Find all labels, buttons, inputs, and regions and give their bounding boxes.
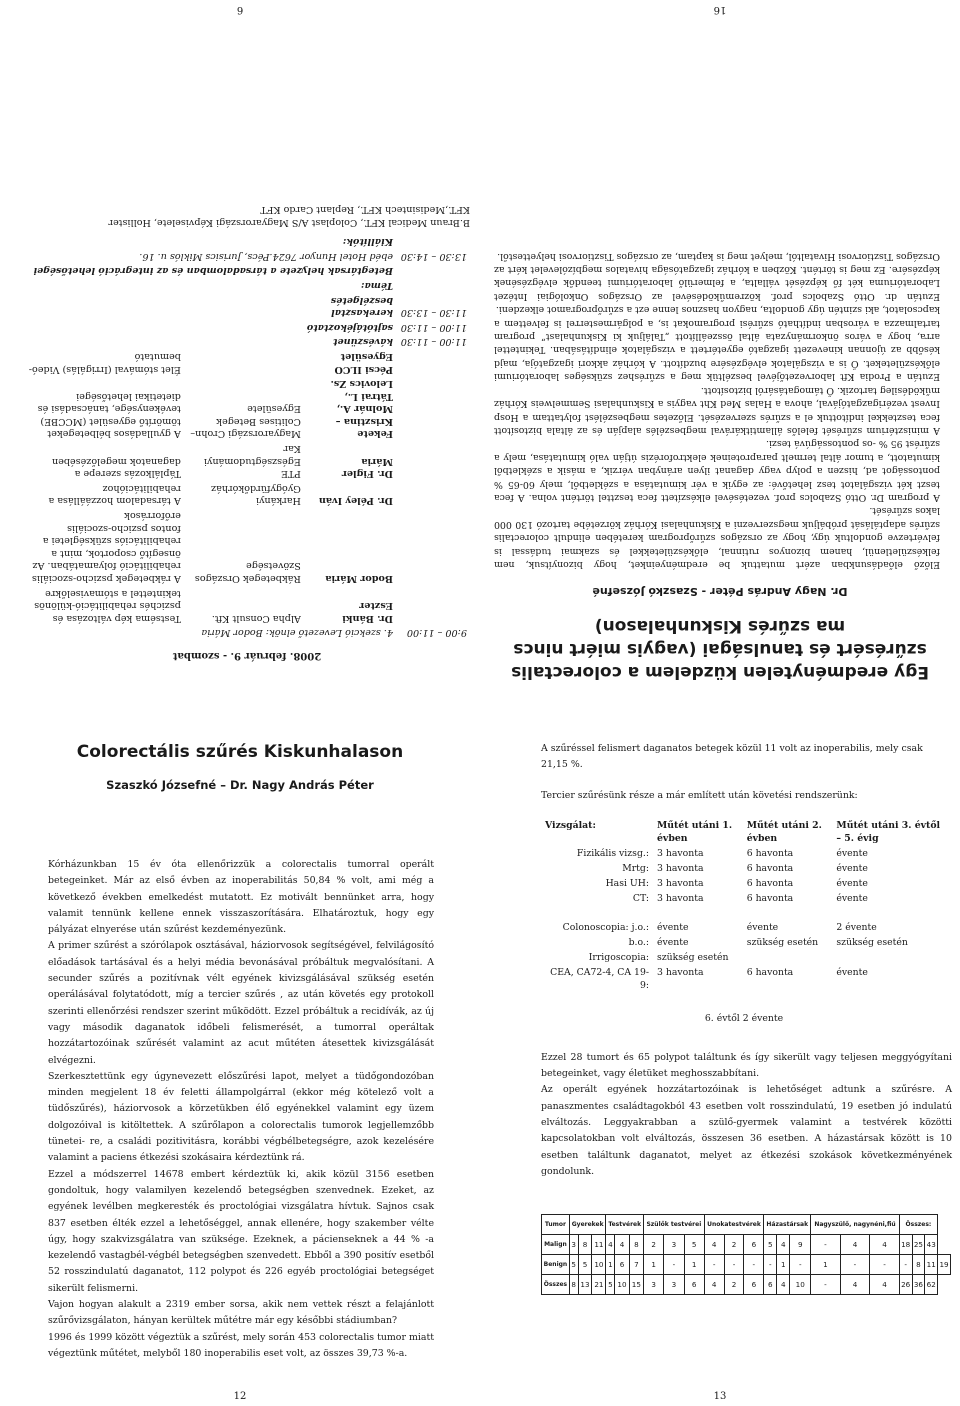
relatives-cell: 9 (790, 1235, 811, 1255)
relatives-cell: 2 (724, 1275, 744, 1295)
followup-row (541, 965, 947, 993)
program-time (396, 262, 470, 277)
intro-paragraph: Tercier szűrésünk része a már említett után követési rendszerünk: (541, 789, 858, 801)
article-right-intro (541, 741, 952, 804)
relatives-cell: 4 (777, 1235, 790, 1255)
program-speaker: Fekete Krisztina – Molnár A., Tátrai L., Lelovics Zs. (330, 378, 393, 440)
relatives-cell: - (899, 1255, 912, 1275)
program-topic: A társadalom hozzáállása a rehabilitációhoz (48, 482, 181, 507)
program-date: 2008. február 9. - szombat (172, 650, 322, 661)
intro-paragraph: A szűréssel felismert daganatos betegek közül 11 volt az inoperabilis, mely csak 21,15 %. (541, 743, 923, 771)
relatives-cell: 8 (569, 1275, 578, 1295)
followup-cell: 3 havonta (657, 877, 704, 889)
relatives-cell: - (704, 1255, 724, 1275)
program-time: 11:30 – 13:30 (400, 307, 467, 319)
relatives-row (542, 1255, 951, 1275)
relatives-cell: 25 (912, 1235, 925, 1255)
relatives-cell: 36 (912, 1275, 925, 1295)
followup-cell: 6 havonta (746, 966, 794, 978)
program-speaker: Kiállítók: (342, 236, 393, 248)
relatives-cell: - (840, 1255, 870, 1275)
program-topic: A gyulladásos bélbetegeket tömörítő egyesület (MCCBE) tevékenysége, tanácsadási és dietetikai lehetőségei (37, 390, 181, 440)
relatives-cell: Malign (542, 1235, 570, 1255)
article-paragraph: Kórházunkban 15 év óta ellenőrizzük a colorectalis tumorral operált betegeinket. Már az első évben az inoperabilitás 50,84 % volt, ami még a következő években emelkedést mutatott. Ez motivált bennünket arra, hogy valamit tennünk kellene ennek visszaszorítására. Elhatároztuk, hogy egy pályázat elnyerése után szűrést kezdeményezünk. (48, 859, 434, 936)
relatives-cell: 1 (684, 1255, 704, 1275)
relatives-cell: 4 (777, 1275, 790, 1295)
relatives-cell: 4 (615, 1235, 629, 1255)
relatives-cell: 2 (644, 1235, 664, 1255)
relatives-header-cell: Házastársak (764, 1215, 811, 1235)
program-topic (24, 333, 184, 348)
relatives-cell: 13 (578, 1275, 592, 1295)
relatives-cell: - (790, 1255, 811, 1275)
relatives-cell: 6 (684, 1275, 704, 1295)
relatives-cell: 3 (664, 1275, 684, 1295)
program-speaker: Pécsi ILCO Egyesület (334, 350, 393, 375)
page-number: 13 (713, 1391, 727, 1402)
followup-cell (743, 950, 833, 965)
program-time (396, 276, 470, 291)
relatives-cell: 8 (629, 1235, 643, 1255)
relatives-cell: - (724, 1255, 744, 1275)
followup-row (541, 891, 947, 906)
relatives-cell: - (664, 1255, 684, 1275)
followup-cell: szükség esetén (746, 936, 819, 948)
relatives-cell: 11 (925, 1255, 938, 1275)
program-org (184, 318, 304, 333)
relatives-cell: 18 (899, 1235, 912, 1255)
program-speaker: kávészünet (333, 336, 393, 348)
relatives-header-row (542, 1215, 951, 1235)
relatives-cell: 6 (744, 1275, 764, 1295)
followup-cell: 6 havonta (746, 862, 794, 874)
relatives-cell: 6 (764, 1275, 777, 1295)
program-speaker: Betegtársak helyzete a társadalomban és az integráció lehetőségei (33, 265, 393, 277)
program-topic (24, 291, 184, 318)
relatives-header-cell: Unokatestvérek (704, 1215, 764, 1235)
relatives-table (541, 1214, 951, 1295)
program-row (24, 247, 470, 262)
followup-cell: évente (836, 862, 868, 874)
program-row (24, 291, 470, 318)
article-title: Colorectális szűrés Kiskunhalason (76, 742, 404, 762)
relatives-cell: 2 (724, 1235, 744, 1255)
program-topic: Élet stómával (Irrigálás) Videó-bemutató (28, 350, 181, 375)
followup-cell: Irrigoscopia: (588, 951, 649, 963)
relatives-cell: 4 (840, 1235, 870, 1255)
article-right-body (541, 1050, 952, 1180)
program-topic: Testséma kép változása és pszichés rehabilitáció-különös tekintettel a stómaviselőkre (34, 587, 181, 624)
abstract-paragraph: Ezután dr. Ottó Szabolcs prof. közreműködésével az Országos Onkológiai Intézet Laboratóriuma két fő képzését vállalta, a felmerülő laboratóriumi teendők elvégzésének képzésére. Ez meg is történt. Közben a kórház igazgatósága hivatalos megbízólevelet kért az Országos Tisztiorvosi Hivataltól, melyet meg is kaptam, az országos Tisztiorvosi helyettestől. (494, 250, 940, 302)
program-row (24, 347, 470, 374)
main-spread (0, 703, 960, 1406)
followup-cell: évente (746, 921, 779, 933)
followup-cell: 3 havonta (657, 847, 704, 859)
followup-cell: Mrtg: (622, 862, 649, 874)
article-paragraph: Ezzel a módszerrel 14678 embert kérdeztük ki, akik közül 3156 esetben gondoltuk, hogy valamilyen kezelendő betegségben szenvednek. Ezeket, az egyének levélben megkeresték és proctológiai vizsgálatra hívtuk. Sajnos csak 837 esetben élték ezzel a lehetőséggel, annak ellenére, hogy szakember vélte úgy, hogy szakvizsgálatra van szüksége. Ezeknek, a pácienseknek a 44 % -a kezelendő vastagbél-végbél betegségben szenvedett. Ebből a 390 positív esetből 52 rosszindulatú daganatot, 112 polypot és 226 egyéb proctológiai betegséget sikerült felismerni. (48, 1168, 434, 1294)
article-paragraph: 1996 és 1999 között végeztük a szűrést, mely során 453 colorectalis tumor miatt végeztünk műtétet, melyből 180 inoperabilis eset volt, az összes 39,73 %-a. (48, 1331, 434, 1359)
program-speaker: Téma: (360, 279, 393, 291)
followup-row (541, 906, 947, 920)
followup-cell: szükség esetén (657, 951, 729, 963)
program-time: 9:00 – 11:00 (406, 627, 467, 639)
abstract-body (494, 249, 940, 571)
relatives-row (542, 1235, 951, 1255)
relatives-cell: 4 (606, 1235, 615, 1255)
program-speaker: sajtótájékoztató (306, 321, 393, 333)
followup-cell: évente (836, 966, 868, 978)
program-time (396, 233, 470, 248)
program-time (396, 506, 470, 584)
followup-cell: évente (836, 892, 868, 904)
abstract-paragraph: Ezután a Prodia Kft laborvezetőjével beszéltük meg a szűréshez szükséges laboratóriumi előkészületeket. Ő is a vizsgálatok elvégzésére buzdított. A kórház akkori igazgatója, majd később az újonnan kinevezett igazgató egyetértett a vizsgálatok elindításában. Tekintettel arra, hogy a város önkormányzata által összeállított „Találjuk ki Kiskunhalast” program tartalmazza a városban indítható szűrési programokat is, a polgármesterrel is felvettem a kapcsolatot, aki szintén úgy gondolta, nagyon hasznos lenne ezt a szűrőprogramot elkezdeni. (494, 304, 940, 383)
article-paragraph: Szerkesztettünk egy úgynevezett előszűrési lapot, melyet a tüdőgondozóban minden megjelent 18 év feletti állampolgárral (ekkor még kötelező volt a tüdőszűrés), háziorvosok a körzetükben élő egyénekkel valamint egy üzem dolgozóival is kitöltettek. A szűrőlapon a colorectalis tumorok legjellemzőbb tünetei- re, a családi pozitivitásra, korábbi végbélbetegségre, azok kezelésére valamint a paciens étkezési szokásaira kérdeztünk rá. (48, 1070, 434, 1164)
relatives-cell: 5 (764, 1235, 777, 1255)
abstract-paragraph: A program Dr. Ottó Szabolcs prof. vezetésével elkészített feca teszttel történt volna. A feca teszt két vizsgálatot tesz lehetővé: az egyik a vér kimutatása a székletből, mely 60-65 % pontosságot ad, hiszen a polyp vagy daganat ilyen arányban vérzik, a másik a székletből kimutatott, a tumor által termelt paraproteinek elektroforézis útján való kimutatása, mely a szűrést 95 % -os pontosságúvá teszi. (494, 438, 940, 503)
program-org: PTE Egészségtudományi Kar (203, 443, 301, 480)
program-org: Harkányi Gyógyfürdőkórház (211, 482, 301, 507)
relatives-header-cell: Gyerekek (569, 1215, 606, 1235)
relatives-cell: - (811, 1235, 841, 1255)
followup-cell: 6 havonta (746, 892, 794, 904)
relatives-cell: 6 (615, 1255, 629, 1275)
relatives-cell: 19 (938, 1255, 951, 1275)
relatives-cell: 26 (899, 1275, 912, 1295)
relatives-cell: 21 (592, 1275, 606, 1295)
followup-cell: Hasi UH: (605, 877, 649, 889)
followup-header-cell: Műtét utáni 2. évben (746, 819, 822, 844)
followup-row (541, 920, 947, 935)
program-org: Magyarországi Crohn–Colitises Betegek Egyesülete (190, 403, 301, 440)
followup-cell: 6 havonta (746, 877, 794, 889)
program-row (24, 318, 470, 333)
relatives-cell: 8 (912, 1255, 925, 1275)
relatives-cell: 5 (569, 1255, 578, 1275)
relatives-cell: 1 (811, 1255, 841, 1275)
followup-table (541, 818, 947, 993)
relatives-cell: Benign (542, 1255, 570, 1275)
relatives-row (542, 1275, 951, 1295)
followup-header-cell: Vizsgálat: (545, 819, 596, 831)
abstract-title: Egy eredménytelen küzdelem a colorectalis szűrésért és tanulságai (vagyis miért nincs ma szűrés Kiskunhalason) (511, 616, 929, 682)
relatives-cell: 1 (644, 1255, 664, 1275)
followup-cell: évente (657, 936, 689, 948)
relatives-cell: - (764, 1255, 777, 1275)
followup-cell (832, 950, 947, 965)
program-row (24, 584, 470, 624)
relatives-cell: 4 (704, 1235, 724, 1255)
relatives-cell: 4 (704, 1275, 724, 1295)
relatives-cell: 7 (629, 1255, 643, 1275)
article-paragraph: Az operált egyének hozzátartozóinak is lehetőséget adtunk a szűrésre. A panaszmentes családtagokból 43 esetben volt rosszindulatú, 19 esetben jó indulatú elváltozás. Leggyakrabban a szülő-gyermek valamint a testvérek közötti kapcsolatokban volt elváltozás, összesen 36 esetben. A házastársak között is 10 esetben találtunk daganatot, melyet az étkezési szokások következményének gondolunk. (541, 1084, 952, 1177)
article-paragraph: A primer szűrést a szórólapok osztásával, háziorvosok segítségével, felvilágosító előadások tartásával és a helyi média bevonásával próbáltuk megvalósítani. A secunder szűrés a pozitívnak vélt egyének kivizsgálásával szükség esetén operálásával folytatódott, míg a tercier szűrés , az után követés egy protokoll szerinti ellenőrzési rendszer szerint működött. Ezzel próbáltuk a recidívák, az új vagy második daganatok időbeli felismerését, a tumorral operáltak hozzátartozóinak szűrését valamint az acut műtéten átesettek kivizsgálását elvégezni. (48, 940, 434, 1066)
relatives-header-cell: Nagyszülő, nagynéni,fiú (811, 1215, 900, 1235)
relatives-cell: 6 (744, 1235, 764, 1255)
followup-cell: 3 havonta (657, 862, 704, 874)
followup-cell: szükség esetén (836, 936, 908, 948)
followup-row (541, 950, 947, 965)
relatives-header-cell: Tumor (542, 1215, 570, 1235)
followup-cell (653, 906, 743, 920)
followup-cell: Fizikális vizsg.: (576, 847, 649, 859)
program-schedule (24, 202, 470, 661)
article-paragraph: Vajon hogyan alakult a 2319 ember sorsa, akik nem vettek részt a felajánlott szűrővizsgálaton, hányan kerültek műtétre már egy későbbi stádiumban? (48, 1299, 434, 1327)
abstract-paragraph: A minisztérium szűrését felelős államtitkárával megbeszélés alapján és az általa biztosított feca tesztekkel indítottuk el a szűrés szervezését. Előzetes megbeszélést folytattam a Hosp Invest vezérigazgatójával, ahova a Halas Med Kht vagyis a Kiskunhalasi Semmelweis Kórház működésileg tartozik. Ő támogatásáról biztosított. (494, 384, 940, 436)
abstract-paragraph: Előző előadásunkban azért mutattuk be eredményeinket, hogy bizonyítsuk, nem felkészületlenül, hanem bizonyos rutinnal, előkészületekkel és szakmai tudással is felvértezve gondoltuk úgy, hogy az országos szűrőprogram keretében elindult colorectalis szűrés adaptálását próbáljuk megszervezni a Kiskunhalasi Kórház körzetébe tartozó 130 000 lakos szűrését. (494, 505, 940, 570)
followup-cell: b.o.: (628, 936, 649, 948)
program-org: Rákbetegek Országos Szövetsége (194, 560, 301, 585)
relatives-cell: - (744, 1255, 764, 1275)
abstract-page (480, 0, 960, 703)
program-time: 11:00 – 11:30 (400, 321, 467, 333)
relatives-cell: 5 (578, 1255, 592, 1275)
program-org: Alpha Consult Kft. (211, 612, 301, 624)
relatives-cell: - (811, 1275, 841, 1295)
relatives-cell: 1 (606, 1255, 615, 1275)
program-speaker: Dr. Bánki Eszter (342, 600, 393, 624)
relatives-cell: 4 (870, 1275, 900, 1295)
followup-row (541, 846, 947, 861)
followup-cell: CEA, CA72-4, CA 19-9: (550, 966, 649, 991)
program-row (24, 506, 470, 584)
article-page-right (480, 703, 960, 1406)
program-row (24, 624, 470, 639)
followup-cell: évente (836, 847, 868, 859)
followup-cell (743, 906, 833, 920)
program-speaker: ebéd Hotel Hunyor 7624.Pécs, Jurisics Miklós u. 16. (139, 250, 393, 262)
program-org (184, 347, 304, 374)
program-speaker: Dr. Figler Mária (341, 455, 393, 480)
followup-cell: Colonoscopia: j.o.: (562, 921, 649, 933)
followup-cell: évente (836, 877, 868, 889)
relatives-cell: 5 (684, 1235, 704, 1255)
followup-cell: CT: (632, 892, 649, 904)
program-row (24, 375, 470, 440)
program-row (24, 479, 470, 506)
article-authors: Szaszkó Józsefné – Dr. Nagy András Péter (106, 778, 374, 792)
program-row (24, 233, 470, 248)
program-time (396, 375, 470, 440)
relatives-cell: 10 (615, 1275, 629, 1295)
article-paragraph: Ezzel 28 tumort és 65 polypot találtunk és így sikerült vagy teljesen meggyógyítani betegeinket, vagy életüket meghosszabbítani. (541, 1051, 952, 1080)
followup-cell (541, 906, 653, 920)
relatives-cell: 10 (790, 1275, 811, 1295)
relatives-header-cell: Testvérek (606, 1215, 644, 1235)
relatives-cell: 3 (664, 1235, 684, 1255)
article-page-left (0, 703, 480, 1406)
program-time: 11:00 – 11:30 (400, 336, 467, 348)
relatives-header-cell: Összes: (899, 1215, 937, 1235)
program-time (396, 440, 470, 480)
program-org (184, 276, 304, 291)
relatives-cell: - (870, 1255, 900, 1275)
program-topic (24, 318, 184, 333)
relatives-cell: 62 (925, 1275, 938, 1295)
followup-cell: 3 havonta (657, 892, 704, 904)
followup-row (541, 876, 947, 891)
program-org (184, 291, 304, 318)
program-row (24, 333, 470, 348)
followup-row (541, 861, 947, 876)
program-speaker: Dr. Péley Iván (318, 495, 393, 507)
followup-cell: 2 évente (836, 921, 877, 933)
relatives-cell: 4 (870, 1235, 900, 1255)
relatives-cell: 8 (578, 1235, 592, 1255)
program-time (396, 479, 470, 506)
program-org (184, 233, 304, 248)
relatives-cell: 43 (925, 1235, 938, 1255)
program-row (24, 262, 470, 277)
program-topic (24, 233, 184, 248)
followup-header-row (541, 818, 947, 846)
program-speaker: 4. szekció Levezető elnök: Bodor Mária (201, 627, 393, 639)
page-number: 16 (713, 4, 727, 15)
followup-row (541, 935, 947, 950)
program-table (24, 233, 470, 639)
relatives-cell: 1 (777, 1255, 790, 1275)
program-time (396, 584, 470, 624)
followup-caption: 6. évtől 2 évente (704, 1012, 784, 1024)
program-topic (24, 276, 184, 291)
relatives-cell: 4 (840, 1275, 870, 1295)
program-row (24, 276, 470, 291)
relatives-cell: Összes (542, 1275, 570, 1295)
followup-header-cell: Műtét utáni 1. évben (657, 819, 733, 844)
relatives-cell: 3 (569, 1235, 578, 1255)
followup-header-cell: Műtét utáni 3. évtől – 5. évig (836, 819, 941, 844)
program-speaker: kerekasztal beszélgetés (330, 294, 393, 319)
followup-cell: 3 havonta (657, 966, 704, 978)
abstract-authors: Dr. Nagy András Péter - Szaszkó Józsefné (592, 585, 848, 598)
program-topic: Táplálkozás szerepe a daganatok megelőzésében (51, 455, 181, 480)
relatives-cell: 5 (606, 1275, 615, 1295)
program-page (0, 0, 480, 703)
program-org (184, 333, 304, 348)
relatives-cell: 10 (592, 1255, 606, 1275)
article-body (48, 857, 434, 1362)
followup-cell (832, 906, 947, 920)
followup-cell: évente (657, 921, 689, 933)
page-number: 12 (233, 1391, 247, 1402)
followup-cell: 6 havonta (746, 847, 794, 859)
relatives-header-cell: Szülők testvérei (644, 1215, 705, 1235)
relatives-cell: 11 (592, 1235, 606, 1255)
page-number: 6 (236, 4, 244, 15)
exhibitors-list: B.Braun Medical KFT., Coloplast A/S Magyarországi Képviselete, Hollister KFT.,Medisintech KFT., Replant Cardo KFT (108, 204, 470, 228)
relatives-cell: 3 (644, 1275, 664, 1295)
relatives-cell: 15 (629, 1275, 643, 1295)
program-topic: A rákbetegek pszicho-szociális rehabilitáció folyamatában. Az önsegítő csoportok, mint a rehabilitációs szükségletei a fontos pszicho-szociális erőforrások (32, 510, 181, 585)
program-speaker: Bodor Mária (325, 573, 393, 585)
program-time: 13:30 – 14:30 (400, 250, 467, 262)
program-row (24, 440, 470, 480)
program-time (396, 347, 470, 374)
